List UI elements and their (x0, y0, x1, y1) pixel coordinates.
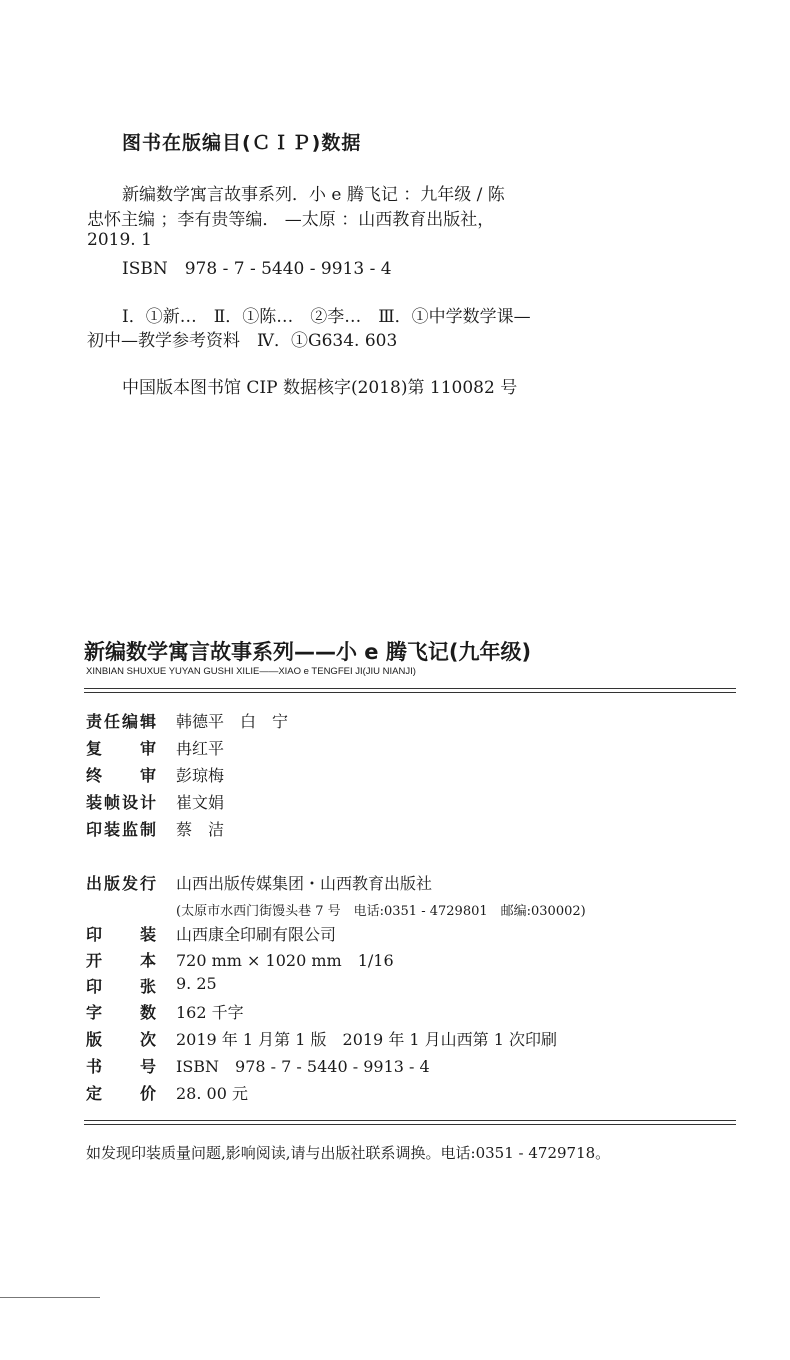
spec-value: 720 mm × 1020 mm 1/16 (176, 951, 394, 970)
publisher-address: (太原市水西门街馒头巷 7 号 电话:0351 - 4729801 邮编:030002) (176, 904, 586, 919)
double-rule-bottom-1 (84, 1120, 736, 1121)
cip-classification-line: Ⅰ．①新… Ⅱ．①陈… ②李… Ⅲ．①中学数学课— (122, 307, 531, 327)
spec-value: 2019 年 1 月第 1 版 2019 年 1 月山西第 1 次印刷 (176, 1030, 558, 1049)
spec-value: 28. 00 元 (176, 1084, 248, 1103)
double-rule-top-1 (84, 688, 736, 689)
quality-notice: 如发现印装质量问题,影响阅读,请与出版社联系调换。电话:0351 - 4729718。 (86, 1144, 611, 1162)
cip-heading: 图书在版编目(ＣＩＰ)数据 (122, 132, 362, 154)
staff-label: 印装监制 (86, 820, 156, 839)
book-title-pinyin: XINBIAN SHUXUE YUYAN GUSHI XILIE——XIAO e TENGFEI JI(JIU NIANJI) (86, 666, 416, 677)
footer-divider (0, 1297, 100, 1298)
spec-label: 印张 (86, 977, 156, 996)
staff-label: 责任编辑 (86, 712, 156, 731)
spec-value: 山西康全印刷有限公司 (176, 925, 337, 944)
staff-value: 彭琼梅 (176, 766, 225, 785)
staff-value: 冉红平 (176, 739, 225, 758)
staff-label: 复审 (86, 739, 156, 758)
spec-label: 字数 (86, 1003, 156, 1022)
cip-line: 新编数学寓言故事系列．小 e 腾飞记 ：九年级 / 陈 (122, 185, 505, 205)
double-rule-top-2 (84, 692, 736, 693)
spec-label: 定价 (86, 1084, 156, 1103)
publisher-value: 山西出版传媒集团・山西教育出版社 (176, 874, 433, 893)
cip-isbn-line: ISBN 978 - 7 - 5440 - 9913 - 4 (122, 259, 392, 279)
cip-record-number: 中国版本图书馆 CIP 数据核字(2018)第 110082 号 (122, 378, 518, 398)
spec-value: 162 千字 (176, 1003, 244, 1022)
spec-value: ISBN 978 - 7 - 5440 - 9913 - 4 (176, 1057, 430, 1076)
publisher-label: 出版发行 (86, 874, 156, 893)
spec-label: 版次 (86, 1030, 156, 1049)
staff-value: 蔡 洁 (176, 820, 225, 839)
cip-line: 忠怀主编 ；李有贵等编． —太原 ：山西教育出版社， (87, 210, 495, 230)
staff-label: 装帧设计 (86, 793, 156, 812)
spec-label: 印装 (86, 925, 156, 944)
staff-label: 终审 (86, 766, 156, 785)
spec-label: 书号 (86, 1057, 156, 1076)
staff-value: 韩德平 白 宁 (176, 712, 289, 731)
spec-label: 开本 (86, 951, 156, 970)
staff-value: 崔文娟 (176, 793, 225, 812)
spec-value: 9. 25 (176, 974, 217, 993)
cip-classification-line: 初中—教学参考资料 Ⅳ．①G634. 603 (87, 331, 398, 351)
cip-line: 2019. 1 (87, 230, 152, 250)
book-title: 新编数学寓言故事系列——小 e 腾飞记(九年级) (84, 640, 532, 664)
double-rule-bottom-2 (84, 1124, 736, 1125)
